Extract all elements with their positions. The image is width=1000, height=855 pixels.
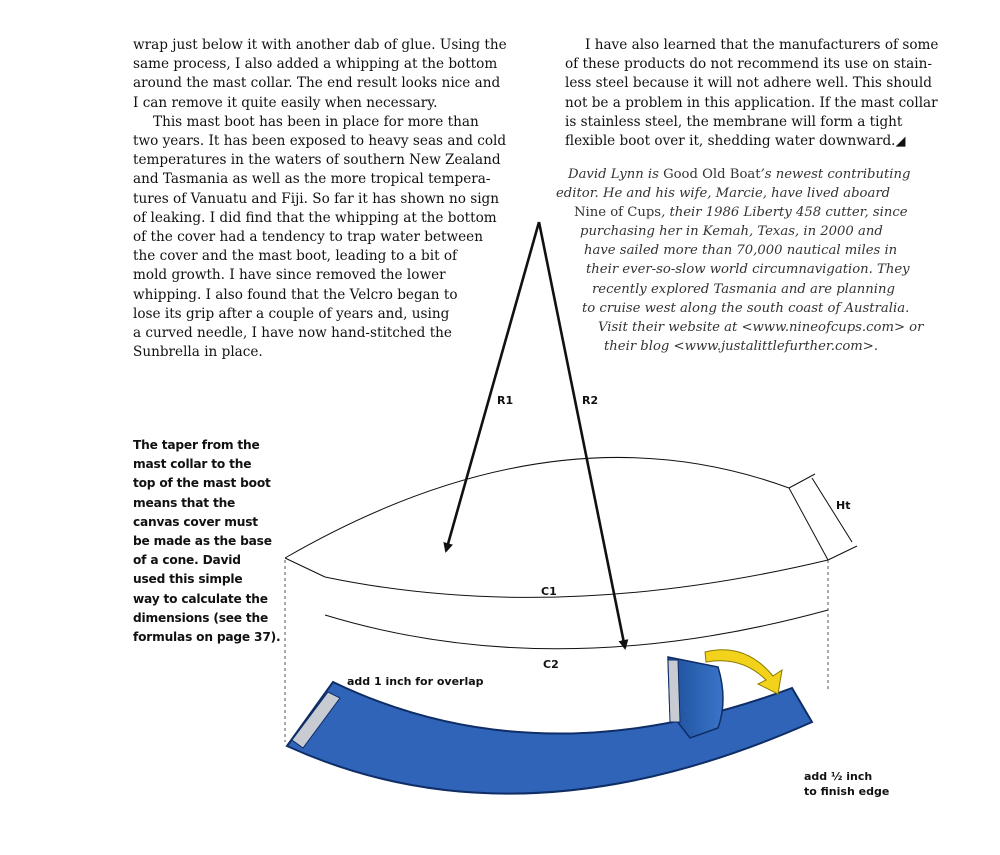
body-line: two years. It has been exposed to heavy seas and cold bbox=[133, 133, 507, 150]
r1-arrow bbox=[446, 222, 539, 551]
caption-line: be made as the base bbox=[133, 534, 272, 549]
bio-line: have sailed more than 70,000 nautical miles in bbox=[584, 243, 898, 258]
pattern-end-left bbox=[285, 558, 325, 577]
body-line: tures of Vanuatu and Fiji. So far it has shown no sign bbox=[133, 190, 500, 207]
caption-line: way to calculate the bbox=[133, 591, 268, 606]
label-c1: C1 bbox=[541, 585, 557, 598]
ht-guide-top bbox=[789, 474, 815, 488]
bio-line: their blog <www.justalittlefurther.com>. bbox=[604, 339, 879, 354]
end-of-article-mark-icon: ◢ bbox=[895, 134, 906, 150]
bio-boat-name: Nine of Cups bbox=[574, 205, 662, 220]
bio-line: Visit their website at <www.nineofcups.com> or bbox=[598, 320, 924, 335]
label-r1: R1 bbox=[497, 394, 514, 407]
body-line: less steel because it will not adhere well. This should bbox=[565, 75, 932, 92]
label-c2: C2 bbox=[543, 658, 559, 671]
body-line: This mast boot has been in place for more than bbox=[153, 113, 479, 130]
caption-line: means that the bbox=[133, 495, 236, 510]
label-finish-edge bbox=[804, 769, 889, 799]
label-r2: R2 bbox=[582, 394, 599, 407]
pattern-c2-arc bbox=[325, 610, 828, 649]
bio-text: is bbox=[643, 167, 664, 182]
body-line: is stainless steel, the membrane will form a tight bbox=[565, 113, 903, 130]
body-line: not be a problem in this application. If the mast collar bbox=[565, 94, 938, 111]
body-line: temperatures in the waters of southern New Zealand bbox=[133, 152, 501, 169]
body-line: lose its grip after a couple of years and, using bbox=[133, 305, 450, 322]
caption-line: used this simple bbox=[133, 572, 243, 587]
pattern-c1-arc bbox=[325, 560, 828, 597]
pattern-outer-arc bbox=[285, 457, 789, 558]
label-ht: Ht bbox=[836, 499, 851, 512]
body-line: of leaking. I did find that the whipping at the bottom bbox=[133, 209, 497, 226]
caption-line: top of the mast boot bbox=[133, 476, 271, 491]
body-line: and Tasmania as well as the more tropical tempera- bbox=[133, 171, 491, 188]
body-line-text: flexible boot over it, shedding water downward. bbox=[565, 133, 896, 150]
blue-canvas-body bbox=[287, 682, 812, 794]
body-line: of the cover had a tendency to trap water between bbox=[133, 229, 483, 246]
bio-author-name: David Lynn bbox=[568, 167, 644, 182]
caption-line: The taper from the bbox=[133, 438, 260, 452]
label-finish-line: add ½ inch bbox=[804, 770, 873, 783]
body-line: around the mast collar. The end result looks nice and bbox=[133, 75, 501, 92]
body-line: Sunbrella in place. bbox=[133, 344, 263, 361]
body-line: mold growth. I have since removed the lower bbox=[133, 267, 446, 284]
bio-line: to cruise west along the south coast of Australia. bbox=[582, 301, 910, 316]
body-line: of these products do not recommend its use on stain- bbox=[565, 56, 932, 73]
bio-line: recently explored Tasmania and are planning bbox=[592, 282, 895, 297]
body-line: I have also learned that the manufacturers of some bbox=[585, 37, 939, 53]
bio-line: purchasing her in Kemah, Texas, in 2000 and bbox=[580, 224, 883, 239]
bio-text: ’s newest contributing bbox=[760, 167, 911, 182]
label-overlap: add 1 inch for overlap bbox=[347, 675, 484, 688]
body-line: a curved needle, I have now hand-stitched the bbox=[133, 325, 452, 342]
body-line: whipping. I also found that the Velcro began to bbox=[133, 286, 458, 303]
ht-guide-bottom bbox=[828, 546, 857, 560]
label-finish-line: to finish edge bbox=[804, 785, 890, 798]
caption-line: canvas cover must bbox=[133, 514, 258, 529]
bio-line: editor. He and his wife, Marcie, have lived aboard bbox=[556, 186, 891, 201]
caption-line: mast collar to the bbox=[133, 457, 252, 472]
caption-line: dimensions (see the bbox=[133, 610, 269, 625]
body-line: wrap just below it with another dab of glue. Using the bbox=[133, 37, 507, 53]
body-line: the cover and the mast boot, leading to a bit of bbox=[133, 248, 458, 265]
caption-line: of a cone. David bbox=[133, 553, 241, 568]
body-line: I can remove it quite easily when necessary. bbox=[133, 94, 438, 111]
body-line: same process, I also added a whipping at the bottom bbox=[133, 56, 498, 73]
bio-magazine-name: Good Old Boat bbox=[663, 167, 761, 182]
caption-line: formulas on page 37). bbox=[133, 630, 281, 645]
pattern-end-right bbox=[789, 488, 828, 560]
bio-line: their ever-so-slow world circumnavigation. They bbox=[586, 262, 910, 277]
flap-hem-strip bbox=[668, 660, 680, 722]
bio-text: , their 1986 Liberty 458 cutter, since bbox=[661, 205, 908, 220]
